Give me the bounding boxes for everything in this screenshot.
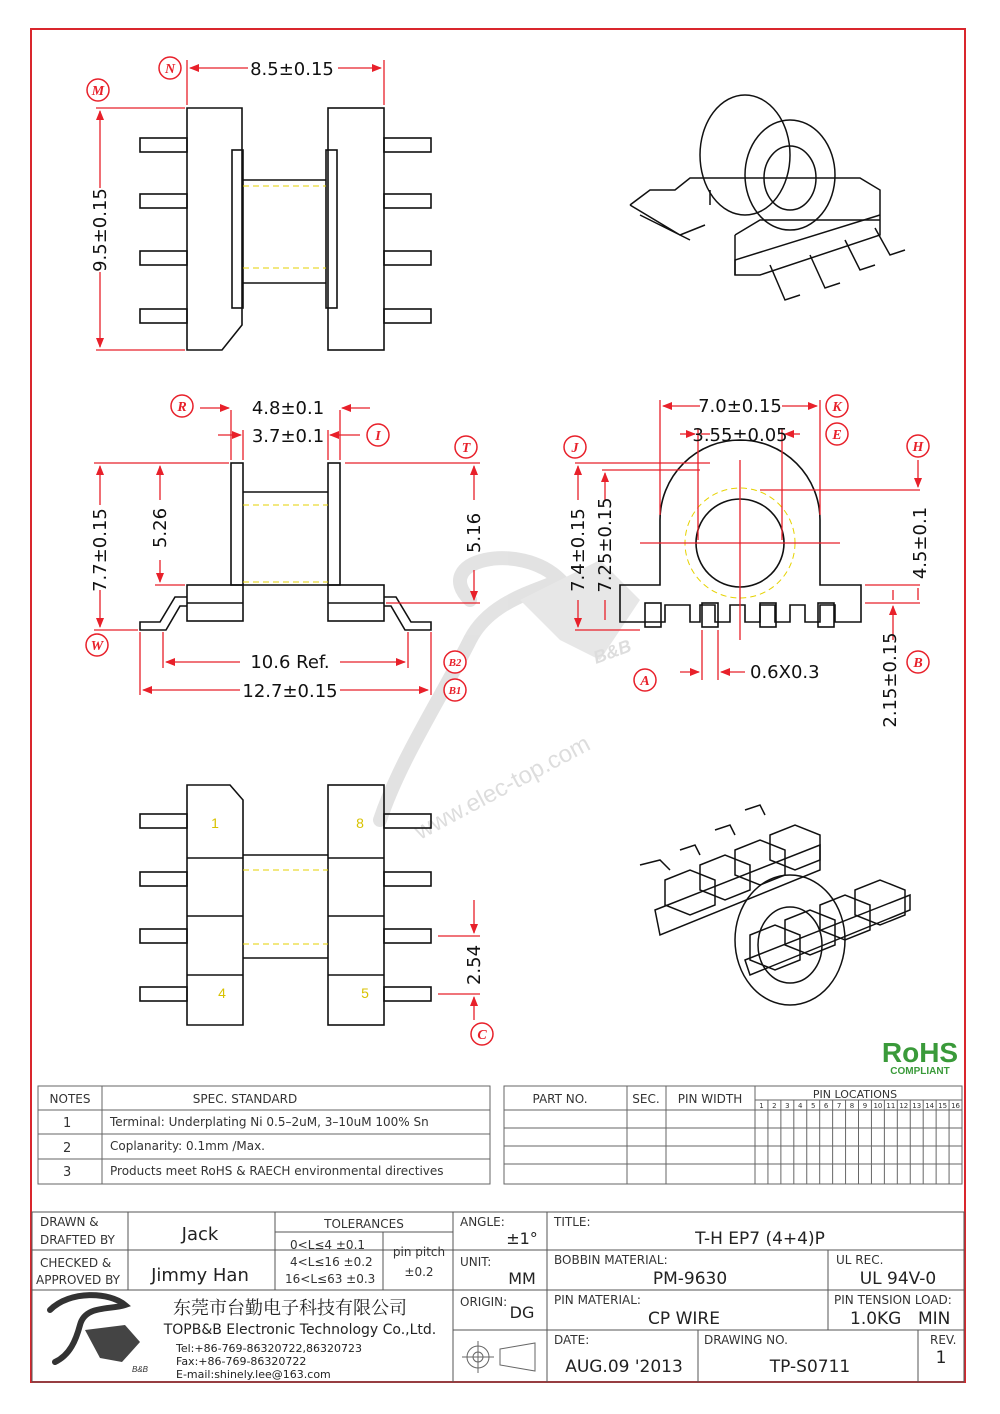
pin-location-number: 16 [951, 1102, 960, 1110]
pin-tension: 1.0KG [850, 1309, 902, 1329]
watermark-brand: B&B [590, 635, 635, 668]
drawn-label-2: DRAFTED BY [40, 1233, 115, 1247]
marker-K: K [832, 400, 842, 415]
marker-R: R [177, 400, 187, 415]
unit-label: UNIT: [460, 1255, 492, 1269]
drawn-by: Jack [181, 1224, 219, 1245]
note-1-text: Terminal: Underplating Ni 0.5–2uM, 3–10uM 100% Sn [110, 1115, 429, 1129]
dim-front-h1: 7.4±0.15 [568, 508, 589, 592]
dim-front-w2: 3.55±0.05 [692, 425, 788, 446]
pin-location-number: 2 [772, 1102, 777, 1110]
date-value: AUG.09 '2013 [565, 1357, 683, 1377]
projection-symbol [462, 1341, 535, 1373]
drawing-no-label: DRAWING NO. [704, 1333, 788, 1347]
note-3-num: 3 [63, 1165, 72, 1180]
dim-bottom-pitch: 2.54 [464, 944, 485, 986]
dim-side-ref: 10.6 Ref. [250, 652, 330, 673]
dim-side-w1: 4.8±0.1 [251, 398, 325, 419]
marker-B2: B2 [448, 657, 462, 669]
drawing-no: TP-S0711 [769, 1357, 851, 1377]
tolerances-label: TOLERANCES [324, 1217, 404, 1231]
pin-location-number: 9 [862, 1102, 868, 1110]
dim-front-h4: 2.15±0.15 [880, 632, 901, 728]
pin-tension-unit: MIN [918, 1309, 951, 1329]
marker-E: E [832, 428, 842, 443]
side-view [140, 463, 431, 630]
marker-A: A [640, 674, 650, 689]
note-3-text: Products meet RoHS & RAECH environmental directives [110, 1164, 444, 1178]
marker-B1: B1 [448, 685, 462, 697]
pin-locations-header: PIN LOCATIONS [812, 1088, 898, 1101]
dim-side-h-right: 5.16 [464, 512, 485, 554]
notes-header: NOTES [49, 1092, 91, 1106]
dim-front-h2: 7.25±0.15 [595, 497, 616, 593]
title-label: TITLE: [554, 1215, 591, 1229]
pin-label-8: 8 [356, 815, 364, 831]
marker-H: H [912, 440, 924, 455]
drawn-label-1: DRAWN & [40, 1215, 99, 1229]
pin-location-number: 12 [899, 1102, 909, 1110]
iso-view-top [630, 95, 905, 300]
pin-pitch-label: pin pitch [392, 1245, 446, 1259]
marker-I: I [375, 429, 381, 444]
checked-label-2: APPROVED BY [36, 1273, 121, 1287]
pin-label-4: 4 [218, 985, 226, 1001]
spec-header: SPEC. STANDARD [192, 1092, 298, 1106]
logo-sub: B&B [132, 1365, 149, 1374]
dim-front-w1: 7.0±0.15 [698, 396, 782, 417]
company-logo [50, 1295, 149, 1374]
dim-side-h-left: 5.26 [150, 507, 171, 549]
company-email: E-mail:shinely.lee@163.com [176, 1368, 331, 1381]
tolerance-1: 0<L≤4 ±0.1 [290, 1238, 366, 1252]
dim-side-h-total: 7.7±0.15 [90, 508, 111, 592]
company-name-cn: 东莞市台勤电子科技有限公司 [173, 1298, 407, 1319]
pin-label-1: 1 [211, 815, 219, 831]
rohs-title: RoHS [881, 1037, 959, 1068]
angle-value: ±1° [506, 1229, 538, 1248]
pin-material-label: PIN MATERIAL: [554, 1293, 641, 1307]
top-view [140, 108, 431, 350]
company-name-en: TOPB&B Electronic Technology Co.,Ltd. [163, 1322, 437, 1338]
pin-location-number: 14 [925, 1102, 935, 1110]
bottom-view [140, 785, 431, 1025]
pin-location-number: 4 [798, 1102, 803, 1110]
ul-label: UL REC. [836, 1253, 884, 1267]
pin-location-number: 1 [759, 1102, 764, 1110]
watermark-url: www.elec-top.com [410, 730, 595, 846]
dim-front-pin: 0.6X0.3 [750, 662, 820, 683]
note-2-num: 2 [63, 1141, 72, 1156]
marker-N: N [164, 62, 176, 77]
pin-location-number: 7 [836, 1102, 842, 1110]
rev-label: REV. [930, 1333, 957, 1347]
unit-value: MM [508, 1269, 536, 1288]
pin-location-number: 10 [873, 1102, 883, 1110]
note-2-text: Coplanarity: 0.1mm /Max. [110, 1139, 265, 1153]
tolerance-2: 4<L≤16 ±0.2 [290, 1255, 373, 1269]
ul-value: UL 94V-0 [859, 1269, 937, 1289]
pin-location-number: 8 [849, 1102, 855, 1110]
pin-location-number: 15 [938, 1102, 948, 1110]
iso-view-bottom [640, 805, 910, 1005]
pin-location-number: 13 [912, 1102, 922, 1110]
pin-tension-label: PIN TENSION LOAD: [834, 1293, 952, 1307]
pin-pitch-tol: ±0.2 [404, 1265, 434, 1279]
marker-C: C [477, 1028, 487, 1043]
dim-top-height: 9.5±0.15 [90, 188, 111, 272]
checked-by: Jimmy Han [151, 1265, 249, 1286]
marker-T: T [461, 441, 471, 456]
pin-location-number: 5 [810, 1102, 816, 1110]
rev-value: 1 [935, 1348, 947, 1368]
marker-M: M [91, 84, 105, 99]
pin-location-number: 11 [886, 1102, 896, 1110]
marker-W: W [90, 639, 104, 654]
checked-label-1: CHECKED & [40, 1256, 112, 1270]
watermark [380, 558, 640, 846]
angle-label: ANGLE: [460, 1215, 505, 1229]
pin-label-5: 5 [361, 985, 369, 1001]
drawing-title: T-H EP7 (4+4)P [695, 1229, 825, 1249]
pin-material: CP WIRE [648, 1309, 720, 1329]
dim-side-w2: 3.7±0.1 [251, 426, 325, 447]
part-no-header: PART NO. [532, 1092, 588, 1106]
pin-location-number: 3 [785, 1102, 790, 1110]
date-label: DATE: [554, 1333, 590, 1347]
origin-value: DG [509, 1303, 535, 1322]
dim-front-h3: 4.5±0.1 [910, 506, 931, 580]
sec-header: SEC. [632, 1092, 660, 1106]
bobbin-material: PM-9630 [652, 1269, 728, 1289]
dim-side-total-w: 12.7±0.15 [242, 681, 338, 702]
marker-set [86, 57, 929, 1045]
dim-top-width: 8.5±0.15 [250, 59, 334, 80]
origin-label: ORIGIN: [460, 1295, 508, 1309]
note-1-num: 1 [63, 1116, 72, 1131]
pin-width-header: PIN WIDTH [677, 1092, 743, 1106]
company-tel: Tel:+86-769-86320722,86320723 [176, 1342, 363, 1355]
marker-J: J [571, 441, 579, 456]
marker-B: B [913, 656, 923, 671]
pin-location-number: 6 [823, 1102, 829, 1110]
company-fax: Fax:+86-769-86320722 [176, 1355, 307, 1368]
bobbin-material-label: BOBBIN MATERIAL: [554, 1253, 668, 1267]
tolerance-3: 16<L≤63 ±0.3 [285, 1272, 376, 1286]
rohs-subtitle: COMPLIANT [890, 1066, 950, 1077]
